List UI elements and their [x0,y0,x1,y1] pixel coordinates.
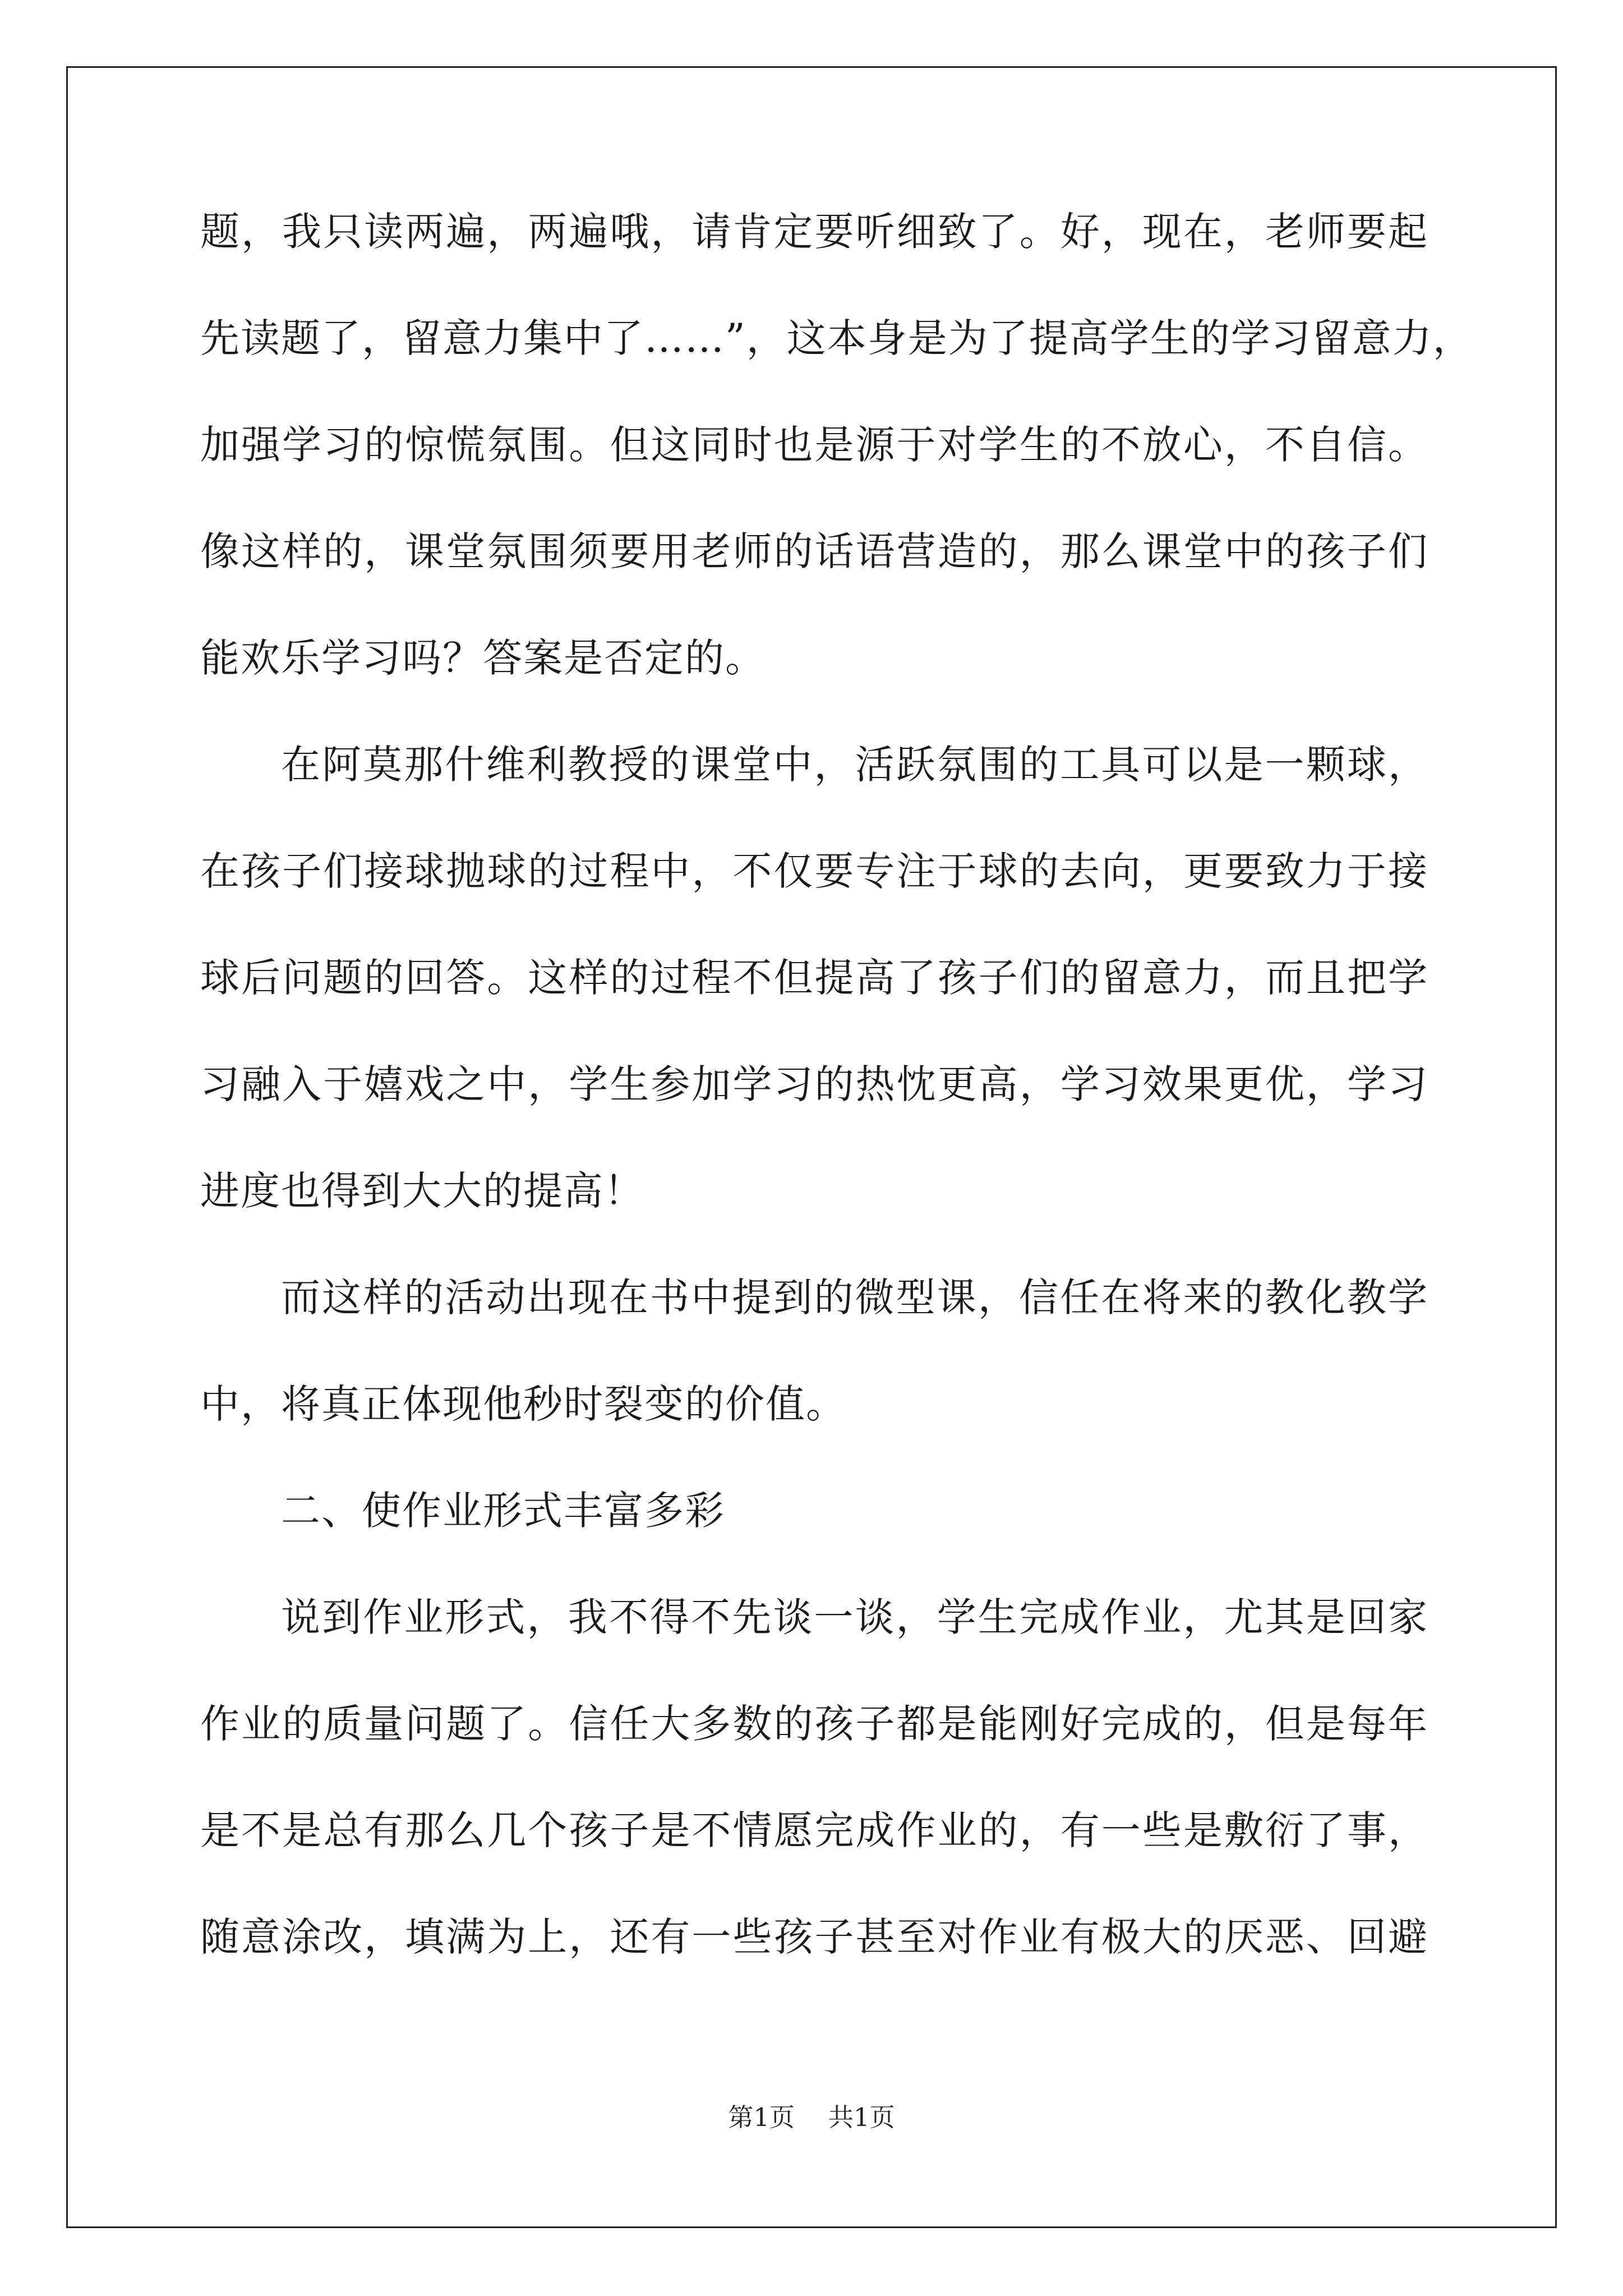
text-line: 随意涂改，填满为上，还有一些孩子甚至对作业有极大的厌恶、回避 [200,1914,1428,1960]
page-footer [0,2101,1623,2134]
section-heading: 二、使作业形式丰富多彩 [281,1488,725,1534]
text-line: 中，将真正体现他秒时裂变的价值。 [200,1381,846,1427]
text-line: 球后问题的回答。这样的过程不但提高了孩子们的留意力，而且把学 [200,955,1428,1001]
text-line: 进度也得到大大的提高！ [200,1168,644,1214]
text-line: 能欢乐学习吗？答案是否定的。 [200,635,766,681]
paragraph-first-line: 在阿莫那什维利教授的课堂中，活跃氛围的工具可以是一颗球， [281,742,1428,788]
page-number-current: 第1页 [728,2102,795,2132]
text-line: 像这样的，课堂氛围须要用老师的话语营造的，那么课堂中的孩子们 [200,528,1428,574]
text-line: 习融入于嬉戏之中，学生参加学习的热忱更高，学习效果更优，学习 [200,1061,1428,1107]
page-number-total: 共1页 [828,2102,895,2132]
text-line: 是不是总有那么几个孩子是不情愿完成作业的，有一些是敷衍了事， [200,1807,1428,1853]
paragraph-first-line: 说到作业形式，我不得不先谈一谈，学生完成作业，尤其是回家 [281,1594,1428,1640]
text-line: 题，我只读两遍，两遍哦，请肯定要听细致了。好，现在，老师要起 [200,209,1428,255]
document-body [200,204,1473,2016]
text-line: 作业的质量问题了。信任大多数的孩子都是能刚好完成的，但是每年 [200,1701,1428,1747]
paragraph-first-line: 而这样的活动出现在书中提到的微型课，信任在将来的教化教学 [281,1274,1428,1320]
text-line: 加强学习的惊慌氛围。但这同时也是源于对学生的不放心，不自信。 [200,422,1428,468]
text-line: 先读题了，留意力集中了……”，这本身是为了提高学生的学习留意力， [200,315,1473,361]
text-line: 在孩子们接球抛球的过程中，不仅要专注于球的去向，更要致力于接 [200,848,1428,894]
